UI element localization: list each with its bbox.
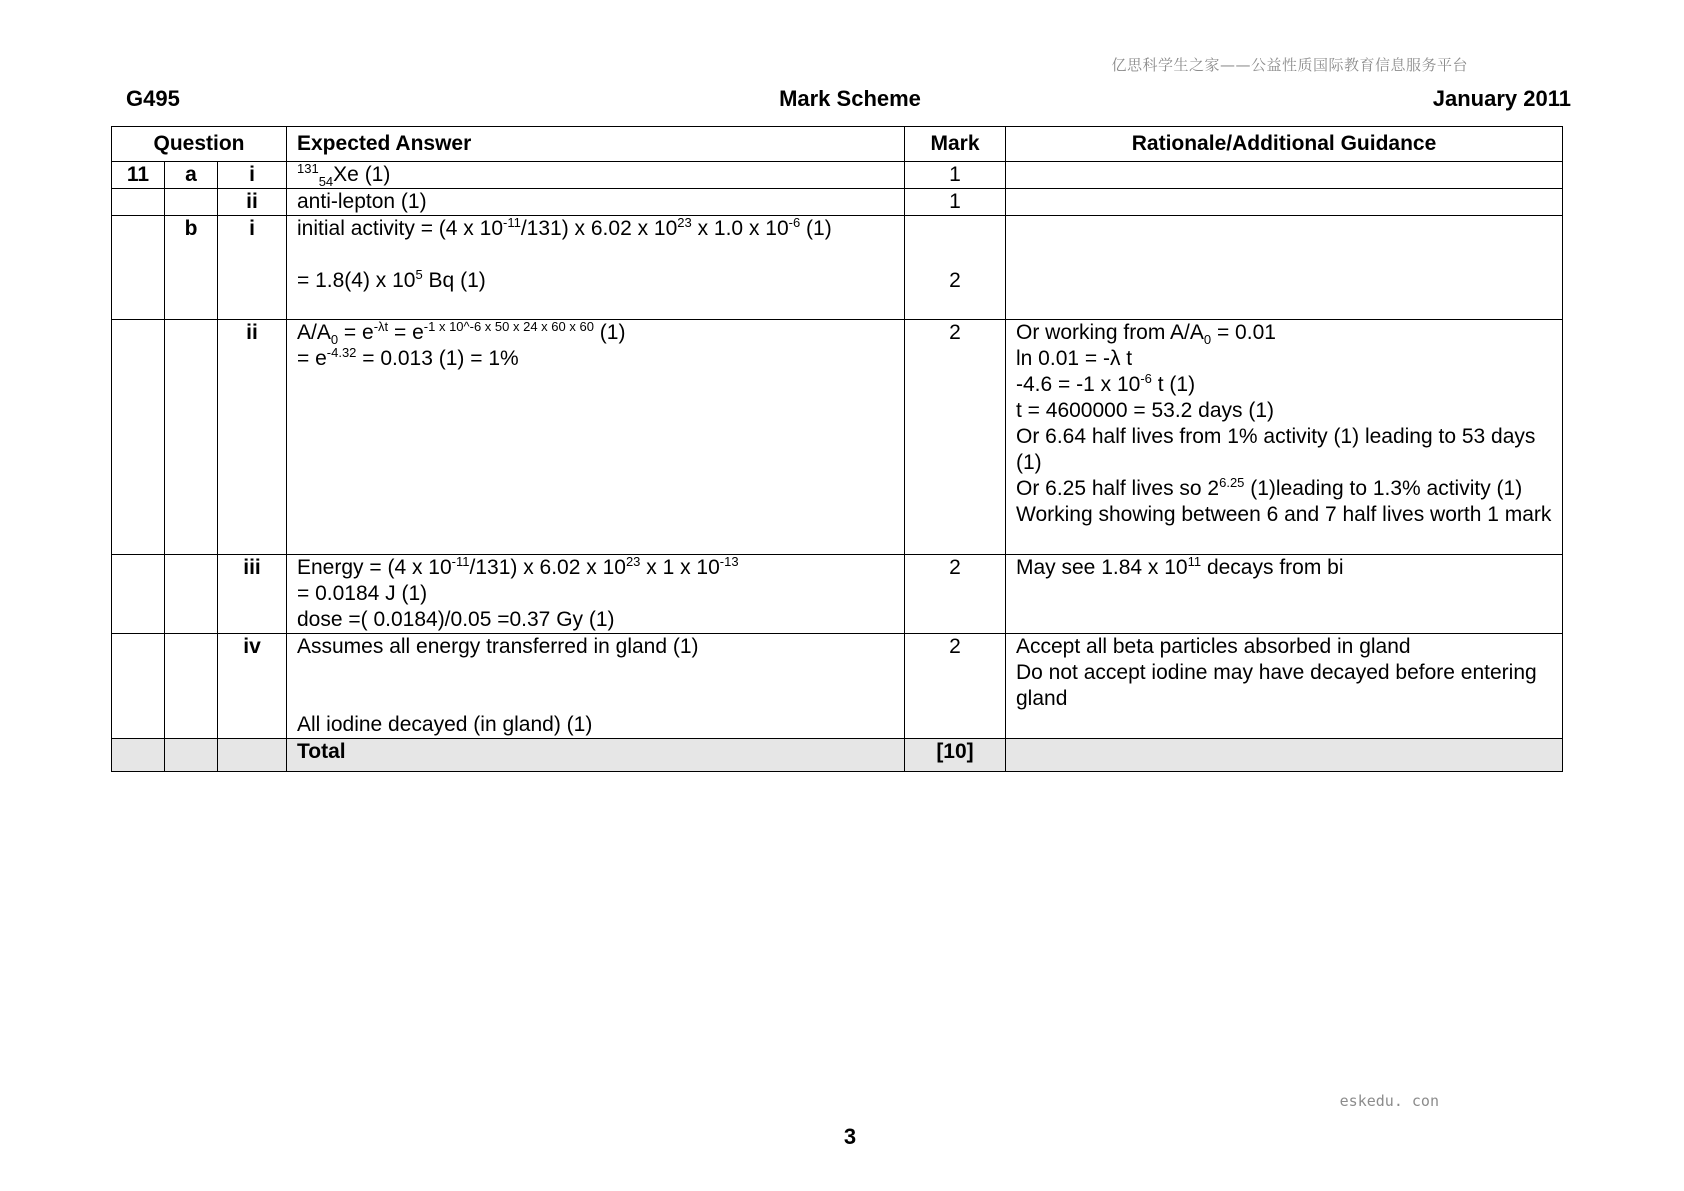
atomic-number: 54 [318, 174, 334, 190]
answer-cell [287, 216, 905, 320]
header-expected-answer: Expected Answer [287, 127, 905, 162]
guidance-cell: Accept all beta particles absorbed in gland Do not accept iodine may have decayed before entering gland [1006, 634, 1563, 739]
watermark-top: 亿思科学生之家——公益性质国际教育信息服务平台 [1111, 56, 1468, 74]
header-guidance: Rationale/Additional Guidance [1006, 127, 1563, 162]
total-mark: [10] [905, 739, 1006, 772]
question-part: b [165, 216, 218, 320]
guidance-cell [1006, 189, 1563, 216]
total-label: Total [287, 739, 905, 772]
guidance-cell: Or working from $A/A_0 = 0.01$ ln 0.01 = -λ t -4.6 = -1 x $10^{-6}$ t (1) t = 4600000 = 53.2 days (1) Or 6.64 half lives from 1% activity (1) leading to 53 days (1) Or 6.25 half lives so $2^{6.25}$ (1)leading to 1.3% activity (1) Working showing between 6 and 7 half lives worth 1 mark [1006, 320, 1563, 555]
question-subpart: i [218, 162, 287, 189]
answer-cell [287, 320, 905, 555]
exam-date: January 2011 [1432, 86, 1571, 111]
mark-cell: 2 [905, 555, 1006, 634]
table-row [112, 555, 1563, 634]
answer-cell [287, 555, 905, 634]
guidance-cell [1006, 216, 1563, 320]
answer-line: dose =( 0.0184)/0.05 =0.37 Gy (1) [297, 608, 615, 631]
table-row [112, 162, 1563, 189]
paper-code: G495 [126, 86, 180, 111]
question-subpart: ii [218, 320, 287, 555]
total-row [112, 739, 1563, 772]
guidance-cell [1006, 162, 1563, 189]
page-number: 3 [843, 1124, 857, 1149]
mark-cell: 2 [905, 320, 1006, 555]
header-mark: Mark [905, 127, 1006, 162]
watermark-bottom: eskedu. con [1339, 1092, 1439, 1110]
answer-line: = 0.0184 J (1) [297, 582, 428, 605]
question-subpart: iv [218, 634, 287, 739]
guidance-cell: May see 1.84 x $10^{11}$ decays from bi [1006, 555, 1563, 634]
answer-line: = $e^{-4.32} = 0.013$ (1) = 1% [297, 345, 519, 370]
table-row [112, 634, 1563, 739]
answer-line: Assumes all energy transferred in gland (1) [297, 635, 699, 658]
table-header-row [112, 127, 1563, 162]
answer-line: All iodine decayed (in gland) (1) [297, 713, 593, 736]
question-number: 11 [112, 162, 165, 189]
table-row [112, 189, 1563, 216]
answer-text: Xe (1) [333, 163, 391, 186]
table-row [112, 320, 1563, 555]
mark-scheme-table [111, 126, 1563, 772]
question-subpart: iii [218, 555, 287, 634]
mark-cell: 1 [905, 189, 1006, 216]
page-title: Mark Scheme [779, 86, 921, 111]
mark-cell: 1 [905, 162, 1006, 189]
answer-cell [287, 634, 905, 739]
question-subpart: i [218, 216, 287, 320]
answer-line: initial activity = (4 x $10^{-11}/131$) x 6.02 x $10^{23}$ x 1.0 x $10^{-6}$ (1) [297, 215, 832, 240]
answer-line: $A/A_0 = e^{-\lambda t} = e^{-1 x 10\^{}-6 x 50 x 24 x 60 x 60}$ (1) [297, 319, 626, 348]
answer-cell [287, 162, 905, 189]
question-subpart: ii [218, 189, 287, 216]
mark-cell: 2 [905, 634, 1006, 739]
mass-number: 131 [297, 161, 319, 176]
table-row [112, 216, 1563, 320]
answer-line: Energy = (4 x $10^{-11}/131$) x 6.02 x $10^{23}$ x 1 x $10^{-13}$ [297, 554, 739, 579]
header-question: Question [112, 127, 287, 162]
question-part: a [165, 162, 218, 189]
mark-cell: 2 [905, 216, 1006, 320]
answer-cell: anti-lepton (1) [287, 189, 905, 216]
answer-line: = 1.8(4) x $10^5$ Bq (1) [297, 267, 486, 292]
